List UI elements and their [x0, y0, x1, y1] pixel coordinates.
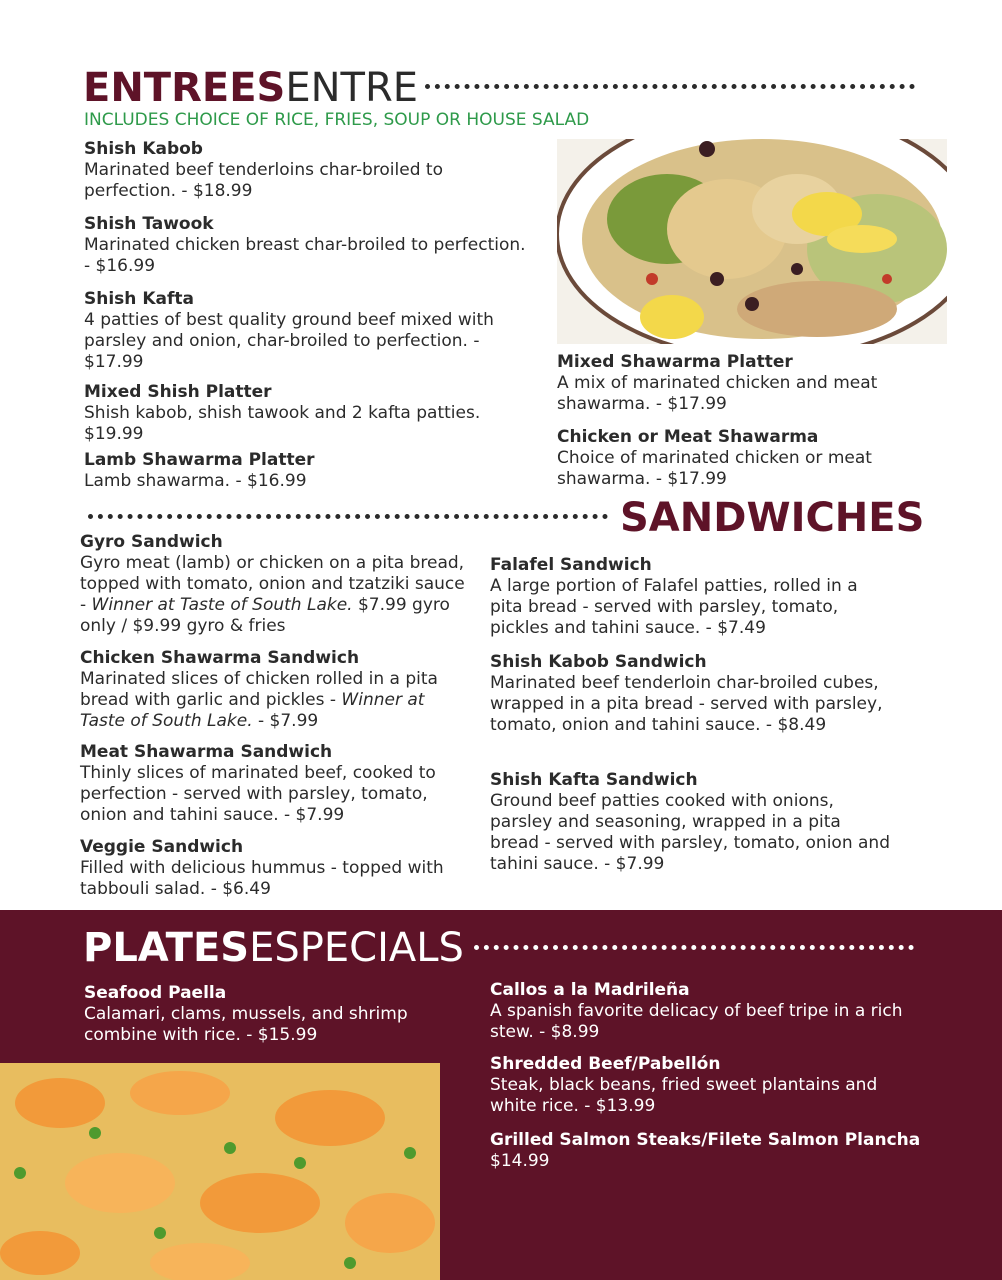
menu-item [557, 352, 897, 415]
menu-item [84, 214, 534, 277]
plates-especials-section [0, 910, 1002, 1280]
item-name: Mixed Shish Platter [84, 382, 272, 402]
menu-item [490, 652, 910, 736]
item-name: Shish Kabob [84, 139, 203, 159]
item-name: Shredded Beef/Pabellón [490, 1054, 721, 1074]
item-name: Shish Tawook [84, 214, 214, 234]
sandwiches-dotted-rule [88, 514, 608, 519]
sandwiches-heading: SANDWICHES [620, 495, 925, 541]
menu-item [84, 382, 534, 445]
item-desc: 4 patties of best quality ground beef mixed with parsley and onion, char-broiled to perfection. - $17.99 [84, 310, 494, 372]
menu-item [490, 980, 910, 1043]
plates-heading-bold: PLATES [83, 925, 250, 971]
item-desc: A spanish favorite delicacy of beef tripe in a rich stew. - $8.99 [490, 1001, 903, 1042]
item-desc: Shish kabob, shish tawook and 2 kafta patties. $19.99 [84, 403, 481, 444]
item-desc: Marinated beef tenderloins char-broiled to perfection. - $18.99 [84, 160, 443, 201]
item-name: Meat Shawarma Sandwich [80, 742, 333, 762]
plates-dotted-rule [474, 945, 914, 950]
item-desc: Marinated beef tenderloin char-broiled cubes, wrapped in a pita bread - served with parsley, tomato, onion and tahini sauce. - $8.49 [490, 673, 883, 735]
menu-item [490, 770, 890, 875]
entrees-dotted-rule [425, 84, 915, 89]
item-name: Shish Kafta [84, 289, 194, 309]
menu-item [84, 983, 444, 1046]
menu-item [490, 1054, 920, 1117]
item-desc [80, 553, 470, 637]
item-desc: A mix of marinated chicken and meat shawarma. - $17.99 [557, 373, 878, 414]
plates-heading-light: ESPECIALS [249, 925, 464, 971]
item-name: Lamb Shawarma Platter [84, 450, 315, 470]
item-desc: Calamari, clams, mussels, and shrimp combine with rice. - $15.99 [84, 1004, 408, 1045]
menu-item [557, 427, 897, 490]
menu-item [490, 1130, 950, 1172]
item-desc: Choice of marinated chicken or meat shawarma. - $17.99 [557, 448, 872, 489]
menu-item [84, 139, 534, 202]
menu-item [80, 837, 460, 900]
menu-item [80, 648, 470, 732]
plates-heading [83, 926, 464, 970]
item-name: Seafood Paella [84, 983, 227, 1003]
item-desc: Marinated chicken breast char-broiled to perfection. - $16.99 [84, 235, 526, 276]
menu-item [80, 532, 470, 637]
menu-item [84, 289, 539, 373]
item-name: Gyro Sandwich [80, 532, 223, 552]
item-desc-text: Gyro meat (lamb) or chicken on a pita bread, topped with tomato, onion and tzatziki sauce - [80, 553, 465, 615]
item-name: Grilled Salmon Steaks/Filete Salmon Plancha [490, 1130, 921, 1150]
item-desc: $14.99 [490, 1151, 550, 1171]
item-desc: Steak, black beans, fried sweet plantains and white rice. - $13.99 [490, 1075, 878, 1116]
item-name: Chicken or Meat Shawarma [557, 427, 819, 447]
item-name: Mixed Shawarma Platter [557, 352, 793, 372]
seafood-paella-photo [0, 1063, 440, 1280]
item-desc: A large portion of Falafel patties, rolled in a pita bread - served with parsley, tomato, pickles and tahini sauce. - $7.49 [490, 576, 858, 638]
item-name: Shish Kabob Sandwich [490, 652, 707, 672]
item-desc-price: - $7.99 [252, 711, 319, 731]
entrees-heading-light: ENTRE [285, 65, 419, 111]
shawarma-platter-photo [557, 139, 947, 344]
item-desc: Filled with delicious hummus - topped with tabbouli salad. - $6.49 [80, 858, 444, 899]
menu-item [80, 742, 470, 826]
item-name: Callos a la Madrileña [490, 980, 690, 1000]
item-desc: Thinly slices of marinated beef, cooked to perfection - served with parsley, tomato, onion and tahini sauce. - $7.99 [80, 763, 436, 825]
entrees-subtitle: INCLUDES CHOICE OF RICE, FRIES, SOUP OR HOUSE SALAD [84, 110, 590, 130]
item-name: Chicken Shawarma Sandwich [80, 648, 360, 668]
item-desc: Ground beef patties cooked with onions, parsley and seasoning, wrapped in a pita bread - served with parsley, tomato, onion and tahini sauce. - $7.99 [490, 791, 890, 874]
item-name: Shish Kafta Sandwich [490, 770, 698, 790]
item-name: Veggie Sandwich [80, 837, 244, 857]
item-desc [80, 669, 470, 732]
entrees-heading [83, 66, 418, 110]
item-desc-text: Marinated slices of chicken rolled in a pita bread with garlic and pickles - [80, 669, 438, 710]
item-desc-award: Winner at Taste of South Lake. [91, 595, 353, 615]
item-name: Falafel Sandwich [490, 555, 652, 575]
item-desc-award: Winner at Taste of South Lake. [80, 690, 425, 731]
entrees-heading-bold: ENTREES [83, 65, 286, 111]
menu-item [84, 450, 534, 492]
item-desc-price: $7.99 gyro only / $9.99 gyro & fries [80, 595, 450, 636]
menu-item [490, 555, 890, 639]
item-desc: Lamb shawarma. - $16.99 [84, 471, 307, 491]
